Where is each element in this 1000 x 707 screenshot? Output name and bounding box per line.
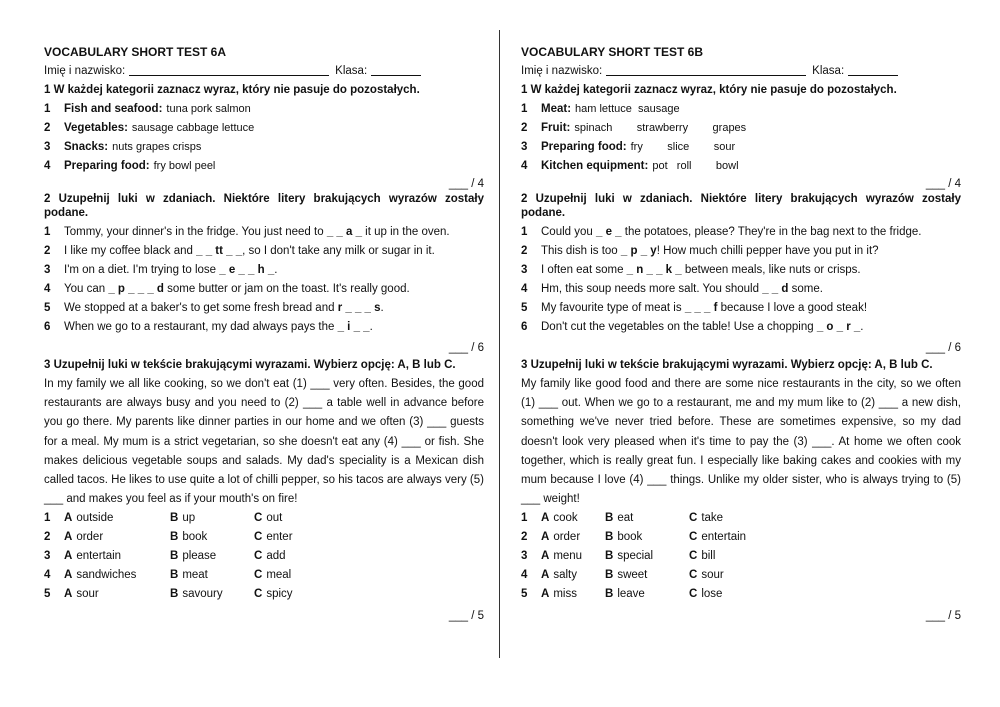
task1-item (44, 119, 484, 138)
item-number: 2 (44, 245, 51, 257)
option-row (44, 509, 484, 528)
option-b[interactable]: B up (170, 512, 196, 525)
item-number: 6 (521, 321, 528, 333)
task3-text: In my family we all like cooking, so we don't eat (1) ___ very often. Besides, the good restaurants are always busy and you need to (2) ___ a table well in advance before you go there. My parents like dinner parties in our home and we often (3) ___ guests for a meal. My mum is a strict vegetarian, so she doesn't eat any (4) ___ or fish. She makes delicious vegetable soups and salads. My dad's speciality is a Mexican dish called tacos. He likes to use quite a lot of chilli pepper, so his tacos are always very (5) ___ and makes you feel as if your mouth's on fire! (44, 378, 484, 506)
option-row (521, 509, 961, 528)
category-label: Snacks: (64, 141, 109, 153)
item-number: 4 (44, 569, 51, 582)
item-number: 3 (521, 141, 528, 153)
item-number: 5 (521, 588, 528, 601)
sentence-end: because I love a good steak! (717, 302, 868, 314)
task2-item (44, 223, 484, 242)
option-c[interactable]: C spicy (254, 588, 293, 601)
item-number: 4 (521, 569, 528, 582)
option-c[interactable]: C out (254, 512, 283, 525)
item-number: 4 (521, 283, 528, 295)
class-field[interactable] (848, 62, 898, 76)
option-row (521, 566, 961, 585)
item-number: 5 (44, 302, 51, 314)
task2-score: ___ / 6 (925, 342, 961, 354)
gap-field[interactable]: _ _ a _ (326, 226, 362, 238)
name-class-row (44, 61, 484, 81)
sentence-start: We stopped at a baker's to get some fresh bread and (64, 302, 338, 314)
word-options[interactable]: tuna pork salmon (166, 103, 251, 115)
sentence-end: . (860, 321, 864, 333)
option-b[interactable]: B eat (605, 512, 634, 525)
item-number: 3 (521, 264, 528, 276)
gap-field[interactable]: r _ _ _ s (337, 302, 381, 314)
item-number: 1 (521, 512, 528, 525)
item-number: 5 (44, 588, 51, 601)
item-number: 6 (44, 321, 51, 333)
option-a[interactable]: A miss (541, 588, 577, 601)
task2-instruction: 2 Uzupełnij luki w zdaniach. Niektóre litery brakujących wyrazów zostały podane. (44, 193, 484, 219)
gap-field[interactable]: _ p _ _ _ d (108, 283, 164, 295)
gap-field[interactable]: _ _ _ f (684, 302, 718, 314)
option-a[interactable]: A outside (64, 512, 114, 525)
item-number: 1 (44, 512, 51, 525)
name-label: Imię i nazwisko: (44, 65, 126, 77)
task2-item (44, 242, 484, 261)
task1-instruction: 1 W każdej kategorii zaznacz wyraz, który nie pasuje do pozostałych. (44, 84, 420, 96)
task3-options (521, 509, 961, 604)
gap-field[interactable]: _ i _ _ (337, 321, 370, 333)
task1-item (44, 138, 484, 157)
task2-item (521, 299, 961, 318)
item-number: 1 (44, 103, 51, 115)
task2-item (521, 318, 961, 337)
item-number: 2 (44, 531, 51, 544)
item-number: 1 (521, 103, 528, 115)
option-c[interactable]: C enter (254, 531, 293, 544)
category-label: Vegetables: (64, 122, 128, 134)
item-number: 1 (44, 226, 51, 238)
item-number: 3 (44, 141, 51, 153)
item-number: 2 (521, 531, 528, 544)
gap-field[interactable]: _ _ d (762, 283, 789, 295)
option-b[interactable]: B savoury (170, 588, 223, 601)
name-label: Imię i nazwisko: (521, 65, 603, 77)
sentence-start: When we go to a restaurant, my dad always pays the (64, 321, 338, 333)
option-a[interactable]: A cook (541, 512, 578, 525)
option-a[interactable]: A entertain (64, 550, 122, 563)
name-field[interactable] (606, 62, 806, 76)
class-label: Klasa: (812, 65, 845, 77)
sentence-start: You can (64, 283, 109, 295)
option-b[interactable]: B book (605, 531, 643, 544)
task2-item (521, 280, 961, 299)
category-label: Meat: (541, 103, 572, 115)
option-row (44, 547, 484, 566)
item-number: 2 (521, 122, 528, 134)
option-b[interactable]: B leave (605, 588, 645, 601)
option-a[interactable]: A salty (541, 569, 577, 582)
item-number: 3 (521, 550, 528, 563)
gap-field[interactable]: _ e _ (595, 226, 622, 238)
task1-items (521, 100, 961, 176)
task1-score: ___ / 4 (925, 178, 961, 190)
option-c[interactable]: C add (254, 550, 286, 563)
item-number: 4 (521, 160, 528, 172)
category-label: Fruit: (541, 122, 571, 134)
option-row (521, 547, 961, 566)
task2-item (44, 261, 484, 280)
class-label: Klasa: (335, 65, 368, 77)
task2-items (521, 223, 961, 337)
sentence-end: some butter or jam on the toast. It's really good. (163, 283, 410, 295)
gap-field[interactable]: _ _ tt _ _ (196, 245, 243, 257)
task1-score: ___ / 4 (448, 178, 484, 190)
task3-instruction: 3 Uzupełnij luki w tekście brakującymi wyrazami. Wybierz opcję: A, B lub C. (44, 359, 456, 371)
item-number: 3 (44, 550, 51, 563)
word-options[interactable]: sausage cabbage lettuce (131, 122, 255, 134)
sentence-end: it up in the oven. (361, 226, 450, 238)
category-label: Kitchen equipment: (541, 160, 649, 172)
category-label: Preparing food: (541, 141, 627, 153)
test-6b (521, 44, 961, 624)
sentence-start: Could you (541, 226, 596, 238)
option-row (44, 566, 484, 585)
option-c[interactable]: C take (689, 512, 724, 525)
task1-item (44, 157, 484, 176)
category-label: Preparing food: (64, 160, 150, 172)
task1-item (44, 100, 484, 119)
task1-items (44, 100, 484, 176)
word-options[interactable]: nuts grapes crisps (112, 141, 202, 153)
sentence-start: I often eat some (541, 264, 627, 276)
option-b[interactable]: B meat (170, 569, 208, 582)
task3-score: ___ / 5 (448, 610, 484, 623)
sentence-start: Don't cut the vegetables on the table! Use a chopping (541, 321, 817, 333)
column-divider (499, 30, 500, 658)
option-row (44, 528, 484, 547)
task1-item (521, 100, 961, 119)
sentence-end: some. (788, 283, 823, 295)
option-a[interactable]: A order (541, 531, 581, 544)
test-title: VOCABULARY SHORT TEST 6B (521, 45, 704, 59)
task1-item (521, 119, 961, 138)
word-options[interactable]: spinach strawberry grapes (574, 122, 747, 134)
task2-item (521, 242, 961, 261)
sentence-end: . (274, 264, 278, 276)
gap-field[interactable]: _ e _ _ h _ (219, 264, 275, 276)
option-row (521, 585, 961, 604)
item-number: 4 (44, 283, 51, 295)
task3-instruction: 3 Uzupełnij luki w tekście brakującymi wyrazami. Wybierz opcję: A, B lub C. (521, 359, 933, 371)
sentence-end: . (369, 321, 373, 333)
class-field[interactable] (371, 62, 421, 76)
item-number: 2 (521, 245, 528, 257)
word-options[interactable]: pot roll bowl (652, 160, 739, 172)
task3-text: My family like good food and there are some nice restaurants in the city, so we often (1) ___ out. When we go to a restaurant, me and my mum like to (2) ___ a new dish, something we've never tried before. These are sometimes expensive, so my dad doesn't look very pleased when it's time to pay the (3) ___. At home we often cook together, which is really great fun. I especially like baking cakes and cookies with my mum because I love (4) ___ things. Unlike my older sister, who is always trying to (5) ___ weight! (521, 378, 961, 506)
task2-item (44, 318, 484, 337)
word-options[interactable]: ham lettuce sausage (575, 103, 680, 115)
sentence-start: I'm on a diet. I'm trying to lose (64, 264, 220, 276)
option-b[interactable]: B sweet (605, 569, 648, 582)
task2-item (521, 261, 961, 280)
option-row (521, 528, 961, 547)
task3-score: ___ / 5 (925, 610, 961, 623)
sentence-start: My favourite type of meat is (541, 302, 685, 314)
test-title: VOCABULARY SHORT TEST 6A (44, 45, 227, 59)
option-c[interactable]: C sour (689, 569, 724, 582)
option-a[interactable]: A sour (64, 588, 99, 601)
task2-item (521, 223, 961, 242)
item-number: 2 (44, 122, 51, 134)
gap-field[interactable]: _ o _ r _ (816, 321, 861, 333)
name-class-row (521, 61, 961, 81)
sentence-end: between meals, like nuts or crisps. (681, 264, 861, 276)
task2-item (44, 280, 484, 299)
sentence-start: Hm, this soup needs more salt. You should (541, 283, 763, 295)
gap-field[interactable]: _ p _ y (620, 245, 657, 257)
task1-item (521, 157, 961, 176)
word-options[interactable]: fry slice sour (630, 141, 736, 153)
option-c[interactable]: C bill (689, 550, 716, 563)
sentence-end: the potatoes, please? They're in the bag next to the fridge. (621, 226, 922, 238)
category-label: Fish and seafood: (64, 103, 163, 115)
sentence-end: . (380, 302, 384, 314)
sentence-start: This dish is too (541, 245, 621, 257)
task2-instruction: 2 Uzupełnij luki w zdaniach. Niektóre litery brakujących wyrazów zostały podane. (521, 193, 961, 219)
option-b[interactable]: B book (170, 531, 208, 544)
sentence-start: Tommy, your dinner's in the fridge. You just need to (64, 226, 327, 238)
option-c[interactable]: C entertain (689, 531, 747, 544)
item-number: 1 (521, 226, 528, 238)
option-b[interactable]: B please (170, 550, 217, 563)
option-c[interactable]: C meal (254, 569, 292, 582)
item-number: 4 (44, 160, 51, 172)
task1-item (521, 138, 961, 157)
sentence-end: ! How much chilli pepper have you put in it? (656, 245, 879, 257)
name-field[interactable] (129, 62, 329, 76)
sentence-end: , so I don't take any milk or sugar in it. (242, 245, 435, 257)
gap-field[interactable]: _ n _ _ k _ (626, 264, 682, 276)
option-a[interactable]: A order (64, 531, 104, 544)
sentence-start: I like my coffee black and (64, 245, 197, 257)
option-c[interactable]: C lose (689, 588, 723, 601)
option-b[interactable]: B special (605, 550, 654, 563)
task2-item (44, 299, 484, 318)
word-options[interactable]: fry bowl peel (153, 160, 216, 172)
task1-instruction: 1 W każdej kategorii zaznacz wyraz, który nie pasuje do pozostałych. (521, 84, 897, 96)
task2-items (44, 223, 484, 337)
option-a[interactable]: A sandwiches (64, 569, 137, 582)
option-row (44, 585, 484, 604)
item-number: 3 (44, 264, 51, 276)
task3-options (44, 509, 484, 604)
option-a[interactable]: A menu (541, 550, 583, 563)
task2-score: ___ / 6 (448, 342, 484, 354)
item-number: 5 (521, 302, 528, 314)
test-6a (44, 44, 484, 624)
